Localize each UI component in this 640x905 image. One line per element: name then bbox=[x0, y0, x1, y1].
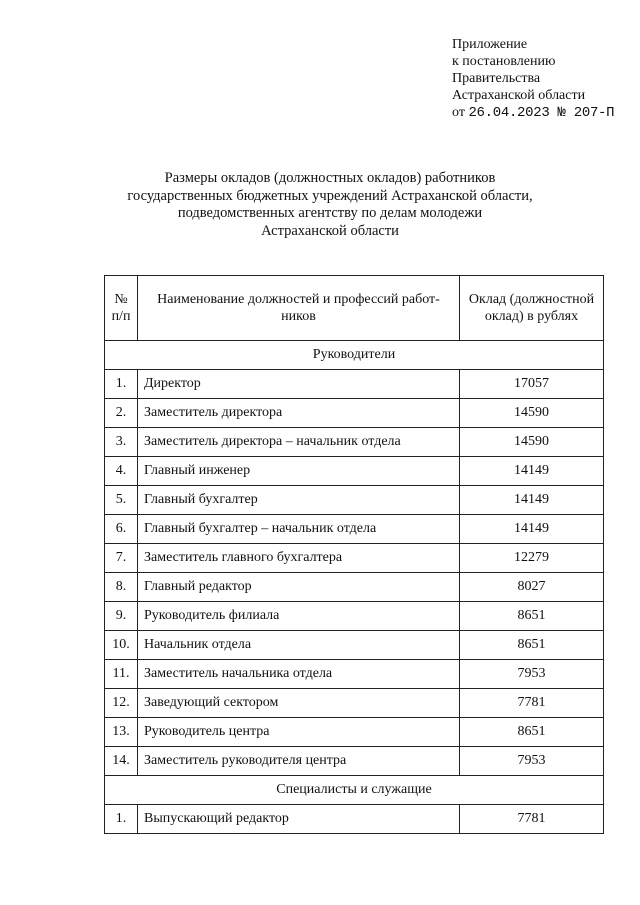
salary-table bbox=[104, 275, 604, 834]
position-name: Выпускающий редактор bbox=[138, 805, 460, 834]
salary-value: 7953 bbox=[460, 660, 604, 689]
row-number: 8. bbox=[105, 573, 138, 602]
row-number: 7. bbox=[105, 544, 138, 573]
table-row bbox=[105, 573, 604, 602]
table-row bbox=[105, 718, 604, 747]
header-salary-line2: оклад) в рублях bbox=[484, 309, 579, 324]
table-row bbox=[105, 544, 604, 573]
salary-value: 14149 bbox=[460, 486, 604, 515]
annex-date-prefix: от bbox=[452, 105, 465, 120]
header-num-line2: п/п bbox=[111, 309, 131, 324]
title-line: Астраханской области bbox=[261, 222, 399, 239]
table-header-row bbox=[105, 276, 604, 341]
salary-value: 8651 bbox=[460, 602, 604, 631]
position-name: Главный редактор bbox=[138, 573, 460, 602]
row-number: 13. bbox=[105, 718, 138, 747]
table-row bbox=[105, 747, 604, 776]
section-row bbox=[105, 776, 604, 805]
header-num bbox=[105, 276, 138, 341]
row-number: 14. bbox=[105, 747, 138, 776]
position-name: Заместитель руководителя центра bbox=[138, 747, 460, 776]
table-row bbox=[105, 689, 604, 718]
annex-date bbox=[452, 104, 614, 122]
header-salary-line1: Оклад (должностной bbox=[468, 292, 595, 307]
row-number: 12. bbox=[105, 689, 138, 718]
row-number: 9. bbox=[105, 602, 138, 631]
salary-value: 14149 bbox=[460, 515, 604, 544]
annex-line: Приложение bbox=[452, 37, 528, 52]
title-line: подведомственных агентству по делам молодежи bbox=[177, 205, 483, 221]
table-body bbox=[105, 341, 604, 834]
position-name: Руководитель центра bbox=[138, 718, 460, 747]
table-row bbox=[105, 805, 604, 834]
header-salary bbox=[460, 276, 604, 341]
row-number: 1. bbox=[105, 370, 138, 399]
position-name: Заместитель начальника отдела bbox=[138, 660, 460, 689]
table-row bbox=[105, 457, 604, 486]
table-row bbox=[105, 602, 604, 631]
annex-line: к постановлению bbox=[452, 54, 556, 69]
position-name: Директор bbox=[138, 370, 460, 399]
row-number: 4. bbox=[105, 457, 138, 486]
salary-value: 8651 bbox=[460, 631, 604, 660]
title-line: государственных бюджетных учреждений Астраханской области, bbox=[127, 187, 533, 204]
salary-value: 8651 bbox=[460, 718, 604, 747]
position-name: Заместитель директора – начальник отдела bbox=[138, 428, 460, 457]
section-title: Руководители bbox=[105, 341, 604, 370]
salary-value: 17057 bbox=[460, 370, 604, 399]
position-name: Заместитель директора bbox=[138, 399, 460, 428]
header-name-line1: Наименование должностей и профессий работ- bbox=[157, 292, 440, 307]
position-name: Главный инженер bbox=[138, 457, 460, 486]
position-name: Руководитель филиала bbox=[138, 602, 460, 631]
salary-value: 14590 bbox=[460, 428, 604, 457]
table-row bbox=[105, 486, 604, 515]
position-name: Заместитель главного бухгалтера bbox=[138, 544, 460, 573]
position-name: Главный бухгалтер – начальник отдела bbox=[138, 515, 460, 544]
row-number: 2. bbox=[105, 399, 138, 428]
table-row bbox=[105, 660, 604, 689]
row-number: 11. bbox=[105, 660, 138, 689]
title-line: Размеры окладов (должностных окладов) работников bbox=[164, 170, 496, 186]
row-number: 6. bbox=[105, 515, 138, 544]
row-number: 5. bbox=[105, 486, 138, 515]
row-number: 3. bbox=[105, 428, 138, 457]
position-name: Главный бухгалтер bbox=[138, 486, 460, 515]
salary-value: 7953 bbox=[460, 747, 604, 776]
row-number: 1. bbox=[105, 805, 138, 834]
salary-value: 14590 bbox=[460, 399, 604, 428]
position-name: Начальник отдела bbox=[138, 631, 460, 660]
salary-value: 7781 bbox=[460, 805, 604, 834]
salary-value: 7781 bbox=[460, 689, 604, 718]
salary-value: 8027 bbox=[460, 573, 604, 602]
annex-block bbox=[452, 36, 614, 122]
salary-value: 14149 bbox=[460, 457, 604, 486]
document-title bbox=[120, 170, 540, 240]
annex-date-value: 26.04.2023 № 207-П bbox=[468, 105, 615, 121]
salary-value: 12279 bbox=[460, 544, 604, 573]
header-num-line1: № bbox=[114, 292, 128, 307]
position-name: Заведующий сектором bbox=[138, 689, 460, 718]
header-name-line2: ников bbox=[281, 309, 316, 324]
header-name bbox=[138, 276, 460, 341]
row-number: 10. bbox=[105, 631, 138, 660]
annex-line: Правительства bbox=[452, 71, 541, 86]
table-row bbox=[105, 515, 604, 544]
annex-line: Астраханской области bbox=[452, 88, 586, 103]
section-row bbox=[105, 341, 604, 370]
table-row bbox=[105, 399, 604, 428]
section-title: Специалисты и служащие bbox=[105, 776, 604, 805]
table-row bbox=[105, 631, 604, 660]
table-row bbox=[105, 370, 604, 399]
table-row bbox=[105, 428, 604, 457]
